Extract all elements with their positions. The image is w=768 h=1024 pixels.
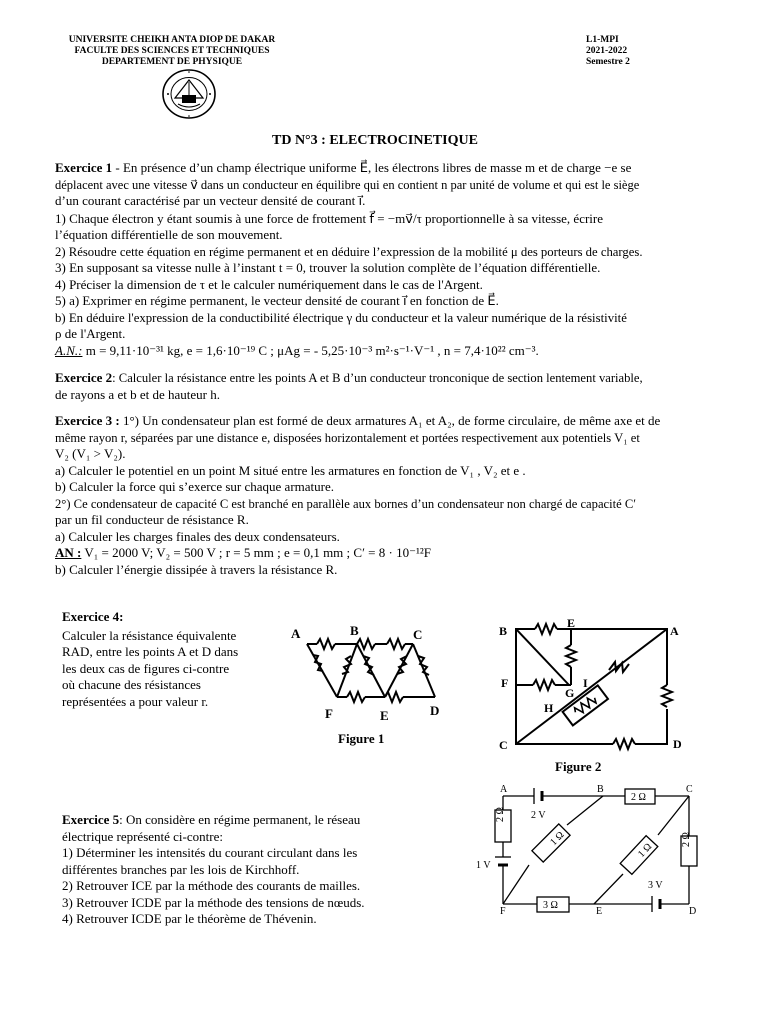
ex3-question-a: a) Calculer le potentiel en un point M situé entre les armatures en fonction de V₁ , V₂ et e . [55,462,526,478]
ex2-line-2: de rayons a et b et de hauteur h. [55,386,220,402]
ex3-label: Exercice 3 : [55,413,120,428]
ex5-question-1-cont: différentes branches par les lois de Kirchhoff. [62,861,300,877]
fig1-label-d: D [430,703,440,718]
ex4-label: Exercice 4: [62,609,124,624]
ex3-line-1: Exercice 3 : 1°) Un condensateur plan est formé de deux armatures A₁ et A₂, de forme circulaire, de même axe et de [55,413,661,428]
ex1-question-3: 3) En supposant sa vitesse nulle à l’instant t = 0, trouver la solution complète de l’équation différentielle. [55,260,601,275]
fig2-label-h: H [544,701,554,715]
fig2-label-d: D [673,737,682,751]
fig2-label-b: B [499,624,508,638]
ex4-line-1: Calculer la résistance équivalente [62,627,237,643]
fig1-label-c: C [413,627,423,642]
exercise-2 [55,370,720,403]
fig3-node-d: D [689,906,697,917]
ex3-question-2b: b) Calculer l’énergie dissipée à travers la résistance R. [55,561,338,577]
ex1-question-5b: b) En déduire l'expression de la conductibilité électrique γ du conducteur et la valeur numérique de la résistivité [55,310,627,325]
fig3-r-bf: 1 Ω [548,829,567,848]
course-info [586,35,630,68]
ex1-question-5a: 5) a) Exprimer en régime permanent, le vecteur densité de courant i⃗ en fonction de E⃗. [55,293,499,308]
fig3-r-af: 2 Ω [495,807,506,822]
ex1-an-label: A.N.: [55,342,83,358]
ex1-line-3: d’un courant caractérisé par un vecteur densité de courant i⃗. [55,193,366,208]
fig3-r-ce: 1 Ω [636,841,655,860]
ex3-question-2: 2°) Ce condensateur de capacité C est branché en parallèle aux bornes d’un condensateur non chargé de capacité C′ [55,496,637,511]
ex4-line-4: où chacune des résistances [62,677,201,692]
exercise-3 [55,413,720,578]
ex2-line-1: Exercice 2: Calculer la résistance entre les points A et B d’un conducteur tronconique de section lentement variable, [55,370,643,385]
ex1-question-5b-cont: ρ de l'Argent. [55,326,126,341]
exercise-4 [62,609,267,710]
university-seal-logo [160,68,218,120]
faculty-name: FACULTE DES SCIENCES ET TECHNIQUES [74,46,270,56]
fig3-r-fe: 3 Ω [543,900,558,911]
fig1-label-f: F [325,706,333,721]
academic-year: 2021-2022 [586,46,628,56]
ex5-question-2: 2) Retrouver ICE par la méthode des courants de mailles. [62,878,361,893]
fig3-node-b: B [597,784,604,795]
university-header [52,35,292,68]
ex3-line-3: V₂ (V₁ > V₂). [55,446,126,461]
fig2-label-i: I [583,676,588,690]
fig2-label-g: G [565,686,575,700]
page-title: TD N°3 : ELECTROCINETIQUE [272,133,478,148]
ex1-line-1: Exercice 1 - En présence d’un champ électrique uniforme E⃗, les électrons libres de masse m et de charge −e se [55,160,632,175]
ex3-question-2-cont: par un fil conducteur de résistance R. [55,512,249,527]
ex1-question-1-cont: l’équation différentielle de son mouvement. [55,227,283,242]
ex5-question-1: 1) Déterminer les intensités du courant circulant dans les [62,845,358,860]
fig1-label-e: E [380,708,389,723]
department-name: DEPARTEMENT DE PHYSIQUE [101,57,243,67]
ex5-question-4: 4) Retrouver ICDE par le théorème de Thévenin. [62,911,317,926]
ex3-line-2: même rayon r, séparées par une distance e, disposées horizontalement et portées respectivement aux potentiels V₁ et [55,430,640,445]
ex3-an-label: AN : [55,545,82,560]
figure-1-circuit [285,622,455,727]
ex1-question-1: 1) Chaque électron y étant soumis à une force de frottement f⃗ = −mv⃗/τ proportionnelle à sa vitesse, écrire [55,210,603,226]
fig3-node-c: C [686,784,693,795]
fig2-label-e: E [567,616,576,630]
ex5-line-2: électrique représenté ci-contre: [62,828,223,844]
figure-3-network [470,780,710,920]
ex1-line-2: déplacent avec une vitesse v⃗ dans un conducteur en équilibre qui en contient n par unité de volume et qui est le siège [55,177,640,192]
fig3-v-ed: 3 V [648,880,663,891]
fig3-node-e: E [596,906,603,917]
ex3-question-2a: a) Calculer les charges finales des deux condensateurs. [55,528,340,544]
ex4-line-2: RAD, entre les points A et D dans [62,644,239,659]
ex1-numerical: A.N.: m = 9,11·10⁻³¹ kg, e = 1,6·10⁻¹⁹ C ; μAg = - 5,25·10⁻³ m²·s⁻¹·V⁻¹ , n = 7,4·10²² cm⁻³. [55,342,539,358]
fig3-v-ab: 2 V [531,810,546,821]
fig2-label-f: F [501,676,509,690]
university-name: UNIVERSITE CHEIKH ANTA DIOP DE DAKAR [68,35,276,45]
ex5-question-3: 3) Retrouver ICDE par la méthode des tensions de nœuds. [62,894,365,910]
fig3-node-a: A [500,784,508,795]
ex4-line-3: les deux cas de figures ci-contre [62,660,230,676]
course-level: L1-MPI [586,35,619,45]
fig1-label-b: B [350,623,359,638]
semester: Semestre 2 [586,57,630,67]
fig2-label-a: A [670,624,679,638]
ex1-question-4: 4) Préciser la dimension de τ et le calculer numériquement dans le cas de l'Argent. [55,276,483,292]
fig3-node-f: F [500,906,506,917]
ex5-line-1: Exercice 5: On considère en régime permanent, le réseau [62,812,361,827]
fig3-v-af: 1 V [476,860,491,871]
figure-1-caption: Figure 1 [338,731,385,746]
exercise-5 [62,812,392,928]
ex4-line-5: représentées a pour valeur r. [62,693,209,709]
ex1-label: Exercice 1 [55,160,113,175]
fig3-r-cd: 2 Ω [681,832,692,847]
ex3-numerical: AN : V₁ = 2000 V; V₂ = 500 V ; r = 5 mm ; e = 0,1 mm ; C′ = 8 · 10⁻¹²F [55,545,431,560]
fig1-label-a: A [291,626,301,641]
ex1-question-2: 2) Résoudre cette équation en régime permanent et en déduire l’expression de la mobilité μ des porteurs de charges. [55,244,643,259]
fig3-r-bc: 2 Ω [631,792,646,803]
ex5-label: Exercice 5 [62,812,120,827]
exercise-1 [55,160,715,359]
figure-2-caption: Figure 2 [555,759,602,774]
figure-2-circuit [495,615,695,755]
fig2-label-c: C [499,738,508,752]
ex2-label: Exercice 2 [55,370,113,385]
ex3-question-b: b) Calculer la force qui s’exerce sur chaque armature. [55,479,334,494]
